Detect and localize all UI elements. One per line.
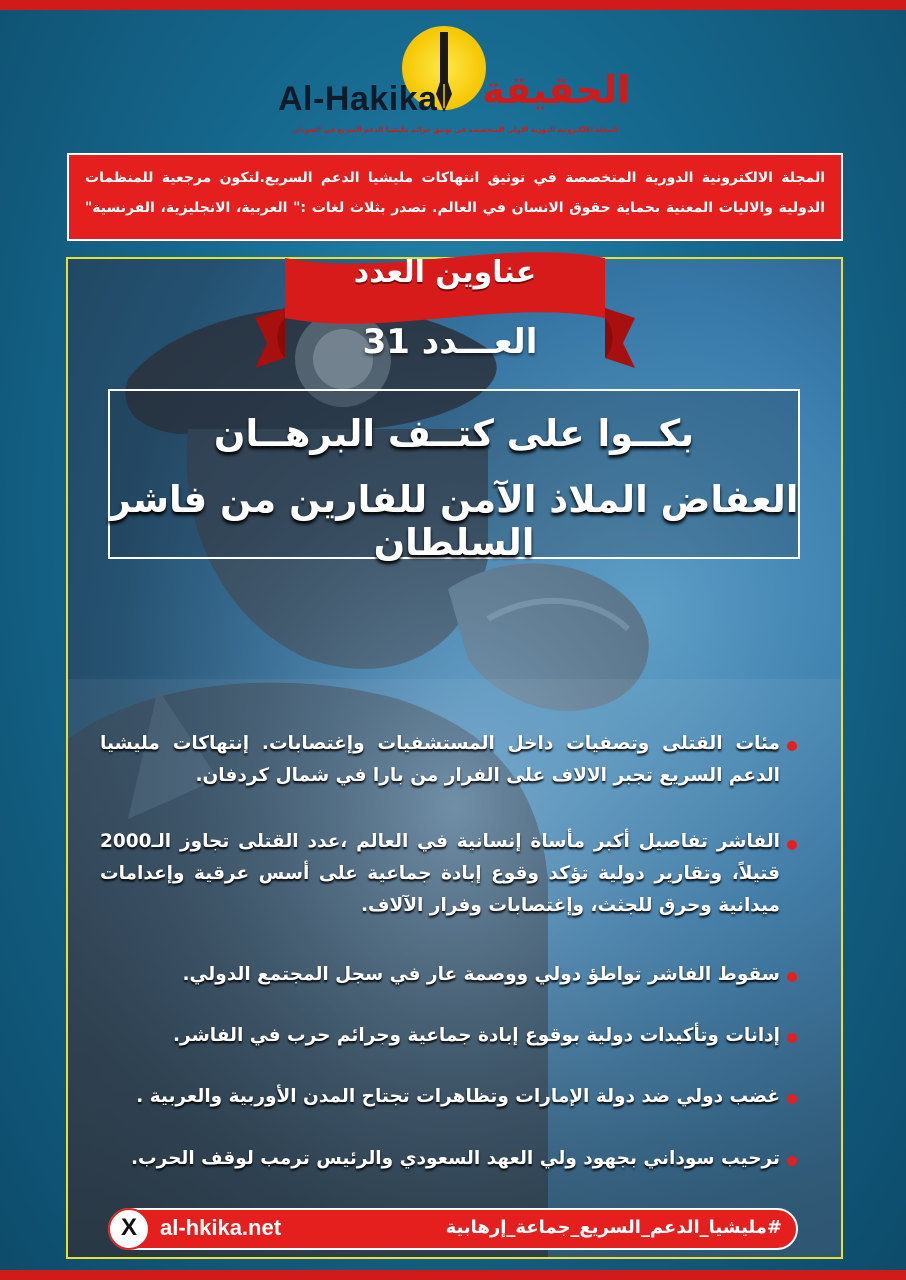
hashtag-text: #مليشيا_الدعم_السريع_جماعة_إرهابية — [445, 1217, 782, 1238]
magazine-logo — [270, 18, 640, 146]
about-banner — [67, 153, 843, 241]
main-headline-line-1: بكــوا على كتــف البرهــان — [213, 412, 695, 455]
about-line-2: الدولية والاليات المعنية بحماية حقوق الانسان في العالم. تصدر بثلاث لغات :" العربية، الانجليزية، الفرنسية" — [85, 200, 825, 216]
logo-latin-name: Al-Hakika — [278, 80, 438, 118]
issue-number: العـــدد 31 — [362, 322, 538, 362]
headline-item: ترحيب سوداني بجهود ولي العهد السعودي والرئيس ترمب لوقف الحرب. — [130, 1148, 780, 1169]
pen-nib-icon — [436, 32, 452, 112]
logo-tagline: المجلة الالكترونية الدورية الأولى المتخصصة في توثيق جرائم مليشيا الدعم السريع في السودان — [292, 126, 618, 134]
x-logo-icon[interactable]: X — [120, 1214, 137, 1241]
headline-item: غضب دولي ضد دولة الإمارات وتظاهرات تجتاح المدن الأوربية والعربية . — [136, 1086, 780, 1107]
bullet-dot-icon — [787, 1156, 797, 1166]
website-link[interactable]: al-hkika.net — [160, 1215, 282, 1240]
headline-item: إدانات وتأكيدات دولية بوقوع إبادة جماعية وجرائم حرب في الفاشر. — [173, 1025, 780, 1046]
logo-arabic-name: الحقيقة — [482, 68, 630, 112]
issue-headlines-title: عناوين العدد — [353, 255, 537, 290]
bullet-dot-icon — [787, 972, 797, 982]
bullet-dot-icon — [787, 741, 797, 751]
bottom-red-stripe — [0, 1270, 906, 1280]
bullet-dot-icon — [787, 840, 797, 850]
headline-item: مئات القتلى وتصفيات داخل المستشفيات وإغتصابات. إنتهاكات مليشيا الدعم السريع تجبر الالاف على الفرار من بارا في شمال كردفان. — [100, 733, 780, 786]
headline-item: سقوط الفاشر تواطؤ دولي ووصمة عار في سجل المجتمع الدولي. — [182, 964, 780, 985]
top-red-stripe — [0, 0, 906, 10]
about-line-1: المجلة الالكترونية الدورية المتخصصة في توثيق انتهاكات مليشيا الدعم السريع.لتكون مرجعية للمنظمات — [85, 170, 825, 186]
headline-item: الفاشر تفاصيل أكبر مأساة إنسانية في العالم ،عدد القتلى تجاوز الـ2000 قتيلاً، وتقارير دولية تؤكد وقوع إبادة جماعية على أسس عرقية وإعدامات ميدانية وحرق للجثث، وإغتصابات وفرار الآلاف. — [100, 831, 780, 916]
main-headline-line-2: العفاض الملاذ الآمن للفارين من فاشر السلطان — [109, 478, 799, 564]
bullet-dot-icon — [787, 1094, 797, 1104]
bullet-dot-icon — [787, 1033, 797, 1043]
